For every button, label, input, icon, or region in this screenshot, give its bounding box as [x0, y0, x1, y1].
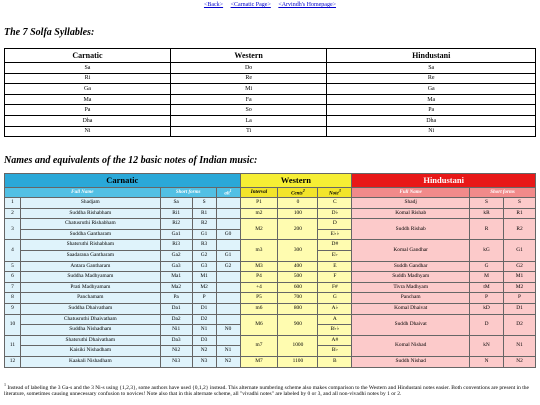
hindustani-short-1: kG [470, 240, 504, 261]
carnatic-full-name: Chatusruthi Dhaivatham [20, 314, 160, 325]
subheader-alt-label: alt [224, 191, 230, 197]
carnatic-alt: G2 [216, 261, 240, 272]
hindustani-full-name: Komal Dhaivat [352, 303, 470, 314]
western-cents: 100 [278, 208, 318, 219]
footnote-marker: 2 [302, 187, 305, 193]
carnatic-short-1: Ga2 [160, 250, 192, 261]
western-interval: m3 [240, 240, 278, 261]
carnatic-alt [216, 293, 240, 304]
group-header-hindustani: Hindustani [352, 174, 536, 188]
carnatic-short-1: Ma1 [160, 272, 192, 283]
note-number: 2 [5, 208, 21, 219]
note-row [5, 303, 536, 314]
western-cents: 800 [278, 303, 318, 314]
carnatic-full-name: Prati Madhyamam [20, 282, 160, 293]
solfa-cell-western: La [170, 115, 326, 126]
back-link[interactable]: <Back> [203, 2, 224, 8]
note-row [5, 240, 536, 251]
western-note: B♭♭ [318, 325, 352, 336]
carnatic-short-1: Ni2 [160, 346, 192, 357]
solfa-cell-carnatic: Ga [5, 84, 171, 95]
western-note: E♭♭ [318, 229, 352, 240]
carnatic-short-2: N1 [192, 325, 216, 336]
western-interval: M3 [240, 261, 278, 272]
hindustani-short-1: tM [470, 282, 504, 293]
carnatic-short-2: D1 [192, 303, 216, 314]
footnote-marker: 3 [338, 187, 341, 193]
hindustani-short-2: M2 [503, 282, 535, 293]
footnote-text: Instead of labeling the 3 Ga-s and the 3 Ni-s using {1,2,3}, some authors have used {0,1,2} instead. This alternate numbering scheme also makes comparison to the Western and Hindustani notes easier. Both conventions are present in the literature, sometimes causing unnecessary confusion to novices! Note also that in this alternate scheme, all "vivadhi notes" are labeled by 0 or 3, and all non-vivadhi notes by 1 or 2. [4, 384, 529, 398]
carnatic-short-2: R3 [192, 240, 216, 251]
western-note: A♭ [318, 303, 352, 314]
western-cents: 700 [278, 293, 318, 304]
western-interval: P1 [240, 198, 278, 209]
carnatic-alt [216, 272, 240, 283]
carnatic-alt [216, 198, 240, 209]
group-header-carnatic: Carnatic [5, 174, 241, 188]
western-note: E [318, 261, 352, 272]
carnatic-full-name: Shatsruthi Rishabham [20, 240, 160, 251]
hindustani-short-2: R2 [503, 219, 535, 240]
solfa-row [5, 63, 536, 74]
carnatic-full-name: Panchamam [20, 293, 160, 304]
hindustani-short-1: M [470, 272, 504, 283]
solfa-header-hindustani: Hindustani [327, 49, 536, 63]
hindustani-full-name: Suddh Madhyam [352, 272, 470, 283]
carnatic-full-name: Kaakali Nishadham [20, 356, 160, 367]
carnatic-short-1: Da3 [160, 335, 192, 346]
western-interval: M2 [240, 219, 278, 240]
carnatic-short-2: R1 [192, 208, 216, 219]
carnatic-short-2: S [192, 198, 216, 209]
carnatic-full-name: Kaisiki Nishadham [20, 346, 160, 357]
western-note: A [318, 314, 352, 325]
hindustani-short-1: P [470, 293, 504, 304]
western-cents: 400 [278, 261, 318, 272]
carnatic-full-name: Saadarana Gantharam [20, 250, 160, 261]
note-row [5, 198, 536, 209]
solfa-cell-carnatic: Sa [5, 63, 171, 74]
solfa-section-title: The 7 Solfa Syllables: [4, 27, 95, 38]
western-cents: 900 [278, 314, 318, 335]
footnote-marker: 1 [4, 382, 6, 387]
western-interval: +4 [240, 282, 278, 293]
carnatic-short-1: Ri3 [160, 240, 192, 251]
hindustani-short-2: G2 [503, 261, 535, 272]
carnatic-short-1: Ri2 [160, 219, 192, 230]
western-cents: 600 [278, 282, 318, 293]
carnatic-full-name: Suddha Madhyamam [20, 272, 160, 283]
hindustani-short-1: kR [470, 208, 504, 219]
hindustani-full-name: Suddh Dhaivat [352, 314, 470, 335]
carnatic-alt: N2 [216, 356, 240, 367]
western-note: A# [318, 335, 352, 346]
hindustani-short-2: D1 [503, 303, 535, 314]
subheader-alt [216, 188, 240, 198]
solfa-cell-hindustani: Re [327, 73, 536, 84]
hindustani-full-name: Suddh Nishad [352, 356, 470, 367]
carnatic-short-2: M2 [192, 282, 216, 293]
note-row [5, 356, 536, 367]
solfa-cell-western: So [170, 105, 326, 116]
hindustani-short-1: N [470, 356, 504, 367]
carnatic-alt [216, 303, 240, 314]
note-number: 12 [5, 356, 21, 367]
solfa-cell-hindustani: Dha [327, 115, 536, 126]
hindustani-full-name: Pancham [352, 293, 470, 304]
carnatic-full-name: Antara Gantharam [20, 261, 160, 272]
western-note: B [318, 356, 352, 367]
carnatic-full-name: Chatusruthi Rishabham [20, 219, 160, 230]
carnatic-full-name: Suddha Nishadham [20, 325, 160, 336]
western-interval: m2 [240, 208, 278, 219]
hindustani-short-1: R [470, 219, 504, 240]
note-number: 6 [5, 272, 21, 283]
solfa-cell-hindustani: Ga [327, 84, 536, 95]
carnatic-short-1: Ni1 [160, 325, 192, 336]
carnatic-short-2: N3 [192, 356, 216, 367]
homepage-link[interactable]: <Arvindh's Homepage> [278, 2, 337, 8]
carnatic-page-link[interactable]: <Carnatic Page> [230, 2, 271, 8]
hindustani-full-name: Suddh Rishab [352, 219, 470, 240]
carnatic-alt [216, 219, 240, 230]
solfa-header-carnatic: Carnatic [5, 49, 171, 63]
solfa-row [5, 105, 536, 116]
carnatic-short-1: Pa [160, 293, 192, 304]
carnatic-alt [216, 282, 240, 293]
western-note: G [318, 293, 352, 304]
carnatic-short-1: Ma2 [160, 282, 192, 293]
carnatic-alt [216, 314, 240, 325]
solfa-cell-western: Fa [170, 94, 326, 105]
carnatic-short-1: Sa [160, 198, 192, 209]
western-note: F# [318, 282, 352, 293]
carnatic-short-1: Ni3 [160, 356, 192, 367]
notes-section-title: Names and equivalents of the 12 basic notes of Indian music: [4, 155, 258, 166]
carnatic-alt [216, 335, 240, 346]
subheader-h-short-forms: Short forms [470, 188, 536, 198]
solfa-cell-carnatic: Dha [5, 115, 171, 126]
carnatic-alt: N1 [216, 346, 240, 357]
solfa-cell-carnatic: Pa [5, 105, 171, 116]
solfa-cell-hindustani: Ma [327, 94, 536, 105]
hindustani-full-name: Komal Nishad [352, 335, 470, 356]
hindustani-full-name: Komal Rishab [352, 208, 470, 219]
solfa-cell-carnatic: Ri [5, 73, 171, 84]
note-row [5, 314, 536, 325]
notes-table [4, 173, 536, 368]
carnatic-short-1: Ga3 [160, 261, 192, 272]
western-cents: 1000 [278, 335, 318, 356]
carnatic-full-name: Suddha Rishabham [20, 208, 160, 219]
solfa-cell-hindustani: Sa [327, 63, 536, 74]
carnatic-short-2: N2 [192, 346, 216, 357]
hindustani-full-name: Komal Gandhar [352, 240, 470, 261]
note-row [5, 219, 536, 230]
carnatic-short-2: G3 [192, 261, 216, 272]
group-header-western: Western [240, 174, 352, 188]
hindustani-short-2: M1 [503, 272, 535, 283]
note-number: 8 [5, 293, 21, 304]
note-number: 7 [5, 282, 21, 293]
western-note: C [318, 198, 352, 209]
solfa-row [5, 115, 536, 126]
western-note: B♭ [318, 346, 352, 357]
hindustani-short-1: D [470, 314, 504, 335]
western-interval: P4 [240, 272, 278, 283]
western-note: D♭ [318, 208, 352, 219]
western-interval: m6 [240, 303, 278, 314]
footnote-marker: 1 [229, 187, 232, 193]
solfa-row [5, 84, 536, 95]
top-nav [0, 0, 540, 12]
carnatic-short-2: M1 [192, 272, 216, 283]
note-number: 4 [5, 240, 21, 261]
western-interval: P5 [240, 293, 278, 304]
western-note: D [318, 219, 352, 230]
note-row [5, 293, 536, 304]
hindustani-short-1: kD [470, 303, 504, 314]
hindustani-short-2: N1 [503, 335, 535, 356]
carnatic-alt: N0 [216, 325, 240, 336]
hindustani-short-1: kN [470, 335, 504, 356]
carnatic-short-2: R2 [192, 219, 216, 230]
western-note: D# [318, 240, 352, 251]
note-row [5, 335, 536, 346]
carnatic-alt: G0 [216, 229, 240, 240]
hindustani-short-2: D2 [503, 314, 535, 335]
subheader-short-forms: Short forms [160, 188, 216, 198]
hindustani-full-name: Tivra Madhyam [352, 282, 470, 293]
western-interval: m7 [240, 335, 278, 356]
hindustani-short-1: S [470, 198, 504, 209]
hindustani-short-2: S [503, 198, 535, 209]
carnatic-short-2: P [192, 293, 216, 304]
carnatic-full-name: Shatsruthi Dhaivatham [20, 335, 160, 346]
subheader-note [318, 188, 352, 198]
carnatic-alt [216, 240, 240, 251]
subheader-interval: Interval [240, 188, 278, 198]
hindustani-short-2: N2 [503, 356, 535, 367]
western-cents: 1100 [278, 356, 318, 367]
hindustani-short-2: P [503, 293, 535, 304]
solfa-table [4, 48, 536, 137]
solfa-cell-hindustani: Ni [327, 126, 536, 137]
hindustani-full-name: Shadj [352, 198, 470, 209]
carnatic-short-1: Ga1 [160, 229, 192, 240]
solfa-row [5, 126, 536, 137]
solfa-cell-western: Re [170, 73, 326, 84]
solfa-cell-hindustani: Pa [327, 105, 536, 116]
note-number: 3 [5, 219, 21, 240]
western-cents: 500 [278, 272, 318, 283]
solfa-row [5, 73, 536, 84]
hindustani-short-2: R1 [503, 208, 535, 219]
footnote [4, 382, 536, 398]
solfa-header-western: Western [170, 49, 326, 63]
note-row [5, 208, 536, 219]
note-number: 5 [5, 261, 21, 272]
western-cents: 0 [278, 198, 318, 209]
western-cents: 300 [278, 240, 318, 261]
western-note: F [318, 272, 352, 283]
hindustani-full-name: Suddh Gandhar [352, 261, 470, 272]
carnatic-full-name: Suddha Gantharam [20, 229, 160, 240]
carnatic-short-2: G2 [192, 250, 216, 261]
carnatic-short-1: Da1 [160, 303, 192, 314]
subheader-note-label: Note [328, 191, 339, 197]
western-interval: M6 [240, 314, 278, 335]
note-row [5, 272, 536, 283]
western-interval: M7 [240, 356, 278, 367]
western-cents: 200 [278, 219, 318, 240]
carnatic-full-name: Suddha Dhaivatham [20, 303, 160, 314]
subheader-h-full-name: Full Name [352, 188, 470, 198]
note-number: 11 [5, 335, 21, 356]
hindustani-short-1: G [470, 261, 504, 272]
note-number: 9 [5, 303, 21, 314]
note-number: 1 [5, 198, 21, 209]
carnatic-short-1: Da2 [160, 314, 192, 325]
solfa-cell-carnatic: Ni [5, 126, 171, 137]
note-number: 10 [5, 314, 21, 335]
solfa-cell-western: Mi [170, 84, 326, 95]
carnatic-alt [216, 208, 240, 219]
note-row [5, 282, 536, 293]
subheader-cents-label: Cents [291, 191, 303, 197]
subheader-full-name: Full Name [5, 188, 161, 198]
note-row [5, 261, 536, 272]
carnatic-short-2: D2 [192, 314, 216, 325]
solfa-cell-carnatic: Ma [5, 94, 171, 105]
solfa-cell-western: Ti [170, 126, 326, 137]
carnatic-alt: G1 [216, 250, 240, 261]
solfa-cell-western: Do [170, 63, 326, 74]
western-note: E♭ [318, 250, 352, 261]
carnatic-short-2: D3 [192, 335, 216, 346]
carnatic-full-name: Shadjam [20, 198, 160, 209]
subheader-cents [278, 188, 318, 198]
carnatic-short-2: G1 [192, 229, 216, 240]
solfa-row [5, 94, 536, 105]
hindustani-short-2: G1 [503, 240, 535, 261]
carnatic-short-1: Ri1 [160, 208, 192, 219]
